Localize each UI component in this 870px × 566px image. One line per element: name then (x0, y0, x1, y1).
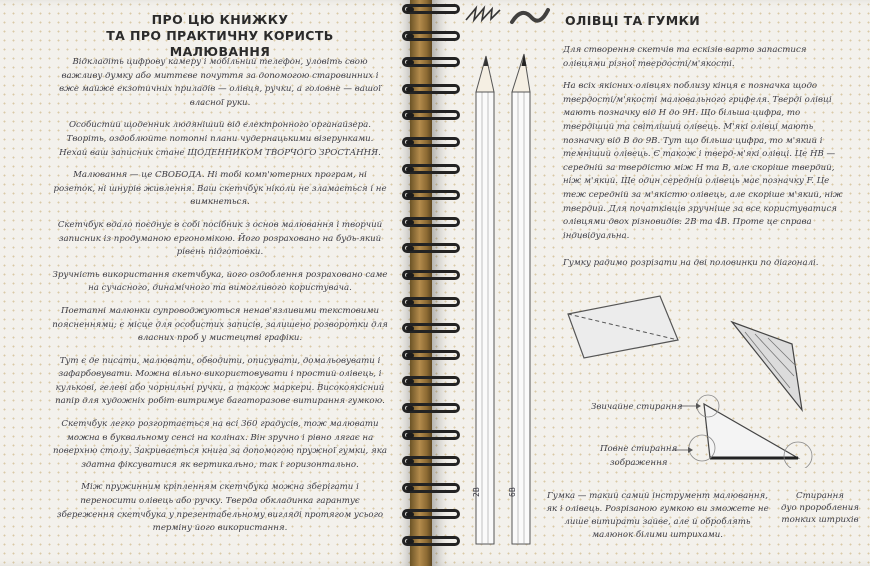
pencil-6b-icon (512, 54, 530, 544)
spiral-coil (402, 215, 468, 229)
spiral-coil (402, 188, 468, 202)
left-paragraph: Скетчбук легко розгортається на всі 360 градусів, тож малювати можна в буквальному сенсі на колінах. Він зручно і рівно лягає на поверхню столу. Закривається книга за допомогою пружної гумки, яка здатна фіксуватися як вертикально, так і горизонтально. (53, 419, 387, 470)
spiral-coil (402, 401, 468, 415)
left-paragraph: Поетапні малюнки супроводжуються ненав'язливими текстовими поясненнями; є місце для особистих записів, залишено розворотки для власних проб у мистецтві графіки. (52, 305, 388, 344)
left-page-title: ПРО ЦЮ КНИЖКУ ТА ПРО ПРАКТИЧНУ КОРИСТЬ МАЛЮВАННЯ (106, 12, 334, 59)
pencils-illustration (462, 46, 552, 550)
left-paragraph: Скетчбук вдало поєднує в собі посібник з основ малювання і творчий записник із продуманою ергономікою. Його розраховано на будь-який рівень підготовки. (57, 219, 383, 258)
eraser-diagram (540, 288, 830, 468)
spiral-coil (402, 534, 468, 548)
spiral-coil (402, 268, 468, 282)
pencil-2b-icon (476, 56, 494, 544)
right-page-body (563, 44, 848, 280)
label-full-erasing: Повне стирання зображення (600, 444, 678, 468)
label-thin-strokes: Стирання дуо проробления тонких штрихів (781, 491, 859, 525)
eraser-rectangle-icon (568, 296, 678, 358)
spiral-coil (402, 295, 468, 309)
spiral-coil (402, 82, 468, 96)
eraser-in-use-icon (672, 395, 812, 468)
eraser-caption: Гумка — такий самий інструмент малювання, як і олівець. Розрізаною гумкою ви зможете не лише витирати зайве, але й оброблять малюнок білими штрихами. (546, 491, 769, 540)
right-page-title: ОЛІВЦІ ТА ГУМКИ (565, 13, 701, 28)
left-paragraph: Між пружинним кріпленням скетчбука можна зберігати і переносити олівець або ручку. Тверда обкладинка гарантує збереження скетчбука у презентабельному вигляді протягом усього терміну його використання. (56, 482, 384, 534)
spiral-coil (402, 241, 468, 255)
spiral-coil (402, 108, 468, 122)
left-paragraph: Особистий щоденник людяніший від електронного органайзера. Творіть, оздоблюйте потопні плани чудернацькими візерунками. Нехай ваш записник стане ЩОДЕННИКОМ ТВОРЧОГО ЗРОСТАННЯ. (59, 120, 381, 158)
spiral-coil (402, 348, 468, 362)
spiral-coil (402, 481, 468, 495)
spiral-coil (402, 454, 468, 468)
spiral-coil (402, 29, 468, 43)
eraser-half-icon (732, 322, 802, 410)
right-paragraph: На всіх якісних олівцях поблизу кінця є позначка щодо твердості/м'якості малювального грифеля. Тверді олівці мають позначку від H до 9H. Що більша цифра, то твердіший та світліший олівець. М'які олівці мають позначку від B до 9B. Тут що більша цифра, то м'який і темніший олівець. Є також і тверд-м'які олівці. Це HB — середній за твердістю між H та B, але скоріше твердий, ніж м'який. Ще один середній олівець має позначку F. Це теж середній за м'якістю олівець, але скоріше м'який, ніж твердий. Для початківців зручніше за все користуватися олівцями двох різновидів: 2B та 4B. Проте це справа індивідуальна. (563, 81, 843, 241)
spiral-coil (402, 55, 468, 69)
scribble-icon (462, 2, 552, 28)
label-normal-erasing: Звичайне стирання (591, 402, 683, 412)
right-paragraph: Для створення скетчів та ескізів варто запастися олівцями різної твердості/м'якості. (563, 45, 807, 69)
spiral-coil (402, 428, 468, 442)
left-paragraph: Тут є де писати, малювати, обводити, описувати, домальовувати і зафарбовувати. Можна вільно використовувати і простий олівець, і кулькові, гелеві або чорнильні ручки, а також маркери. Високоякісний папір для художніх робіт витримує багаторазове витирання гумкою. (55, 355, 385, 407)
spiral-coil (402, 2, 468, 16)
spiral-coil (402, 507, 468, 521)
left-paragraph: Малювання — це СВОБОДА. Ні тобі комп'ютерних програм, ні розеток, ні шнурів живлення. Ваш скетчбук ніколи не зламається і не вимкнеться. (53, 170, 387, 208)
spiral-coil (402, 135, 468, 149)
pencil-2b-label: 2B (472, 487, 481, 497)
left-page-body (52, 56, 388, 545)
spiral-coil (402, 162, 468, 176)
pencil-6b-label: 6B (508, 487, 517, 497)
left-paragraph: Зручність використання скетчбука, його оздоблення розраховано саме на сучасного, динамічного та вимогливого користувача. (52, 269, 388, 294)
left-paragraph: Відкладіть цифрову камеру і мобільний телефон, уловіть свою важливу думку або миттєве почуття за допомогою старовинних і вже майже екзотичних приладів — олівця, ручки, а головне — вашої власної руки. (59, 57, 381, 108)
spiral-coil (402, 374, 468, 388)
right-paragraph: Гумку радимо розрізати на дві половинки по діагоналі. (563, 258, 819, 269)
spiral-coil (402, 321, 468, 335)
